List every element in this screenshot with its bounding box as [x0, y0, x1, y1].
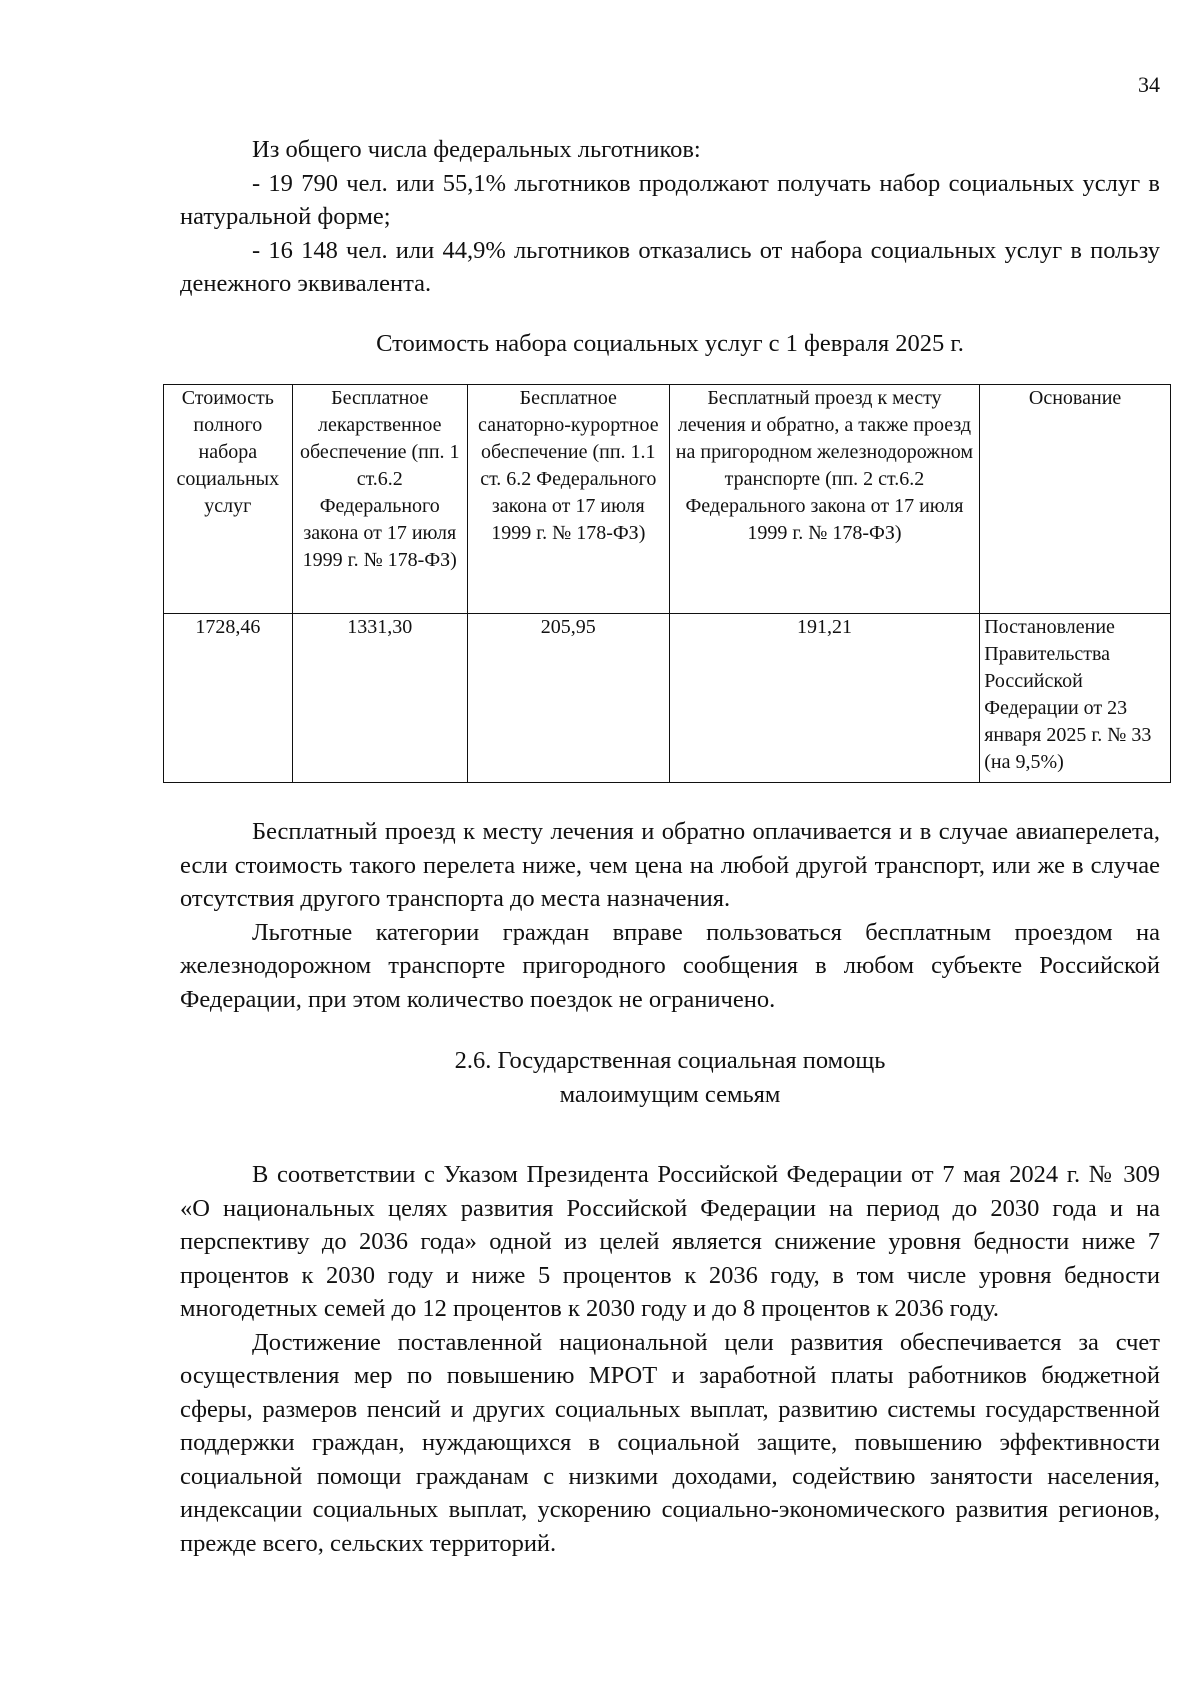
table-caption: Стоимость набора социальных услуг с 1 февраля 2025 г. — [376, 330, 964, 357]
intro-list-item: - 19 790 чел. или 55,1% льготников продолжают получать набор социальных услуг в натуральной форме; — [180, 169, 1160, 230]
section-heading — [180, 1044, 1160, 1112]
table-header-cell: Бесплатный проезд к месту лечения и обратно, а также проезд на пригородном железнодорожном транспорте (пп. 2 ст.6.2 Федерального закона от 17 июля 1999 г. № 178-ФЗ) — [669, 385, 980, 614]
social-services-cost-table — [163, 384, 1171, 783]
intro-paragraph: Из общего числа федеральных льготников: — [252, 136, 701, 163]
body-paragraph: В соответствии с Указом Президента Российской Федерации от 7 мая 2024 г. № 309 «О национальных целях развития Российской Федерации на период до 2030 года и на перспективу до 2036 года» одной из целей является снижение уровня бедности ниже 7 процентов к 2030 году и ниже 5 процентов к 2036 году, в том числе уровня бедности многодетных семей до 12 процентов к 2030 году и до 8 процентов к 2036 году. — [180, 1161, 1160, 1322]
body-paragraph: Бесплатный проезд к месту лечения и обратно оплачивается и в случае авиаперелета, если стоимость такого перелета ниже, чем цена на любой другой транспорт, или же в случае отсутствия другого транспорта до места назначения. — [180, 818, 1160, 912]
intro-block — [180, 133, 1160, 301]
intro-list-item: - 16 148 чел. или 44,9% льготников отказались от набора социальных услуг в пользу денежного эквивалента. — [180, 236, 1160, 297]
table-header-cell: Стоимость полного набора социальных услуг — [164, 385, 293, 614]
table-cell-basis: Постановление Правительства Российской Федерации от 23 января 2025 г. № 33 (на 9,5%) — [980, 614, 1171, 783]
table-header-cell: Основание — [980, 385, 1171, 614]
body-paragraph: Достижение поставленной национальной цели развития обеспечивается за счет осуществления мер по повышению МРОТ и заработной платы работников бюджетной сферы, размеров пенсий и других социальных выплат, развитию системы государственной поддержки граждан, нуждающихся в социальной защите, повышению эффективности социальной помощи гражданам с низкими доходами, содействию занятости населения, индексации социальных выплат, ускорению социально-экономического развития регионов, прежде всего, сельских территорий. — [180, 1328, 1160, 1557]
section-heading-line: 2.6. Государственная социальная помощь — [454, 1047, 886, 1074]
table-header-cell: Бесплатное лекарственное обеспечение (пп. 1 ст.6.2 Федерального закона от 17 июля 1999 г. № 178-ФЗ) — [292, 385, 467, 614]
page-number: 34 — [1138, 72, 1160, 97]
section-heading-line: малоимущим семьям — [559, 1081, 781, 1108]
table-header-cell: Бесплатное санаторно-курортное обеспечение (пп. 1.1 ст. 6.2 Федерального закона от 17 июля 1999 г. № 178-ФЗ) — [467, 385, 669, 614]
table-cell: 1728,46 — [164, 614, 293, 783]
table-row — [164, 614, 1171, 783]
table-cell: 1331,30 — [292, 614, 467, 783]
body-paragraph: Льготные категории граждан вправе пользоваться бесплатным проездом на железнодорожном транспорте пригородного сообщения в любом субъекте Российской Федерации, при этом количество поездок не ограничено. — [180, 918, 1160, 1013]
section-body — [180, 1158, 1160, 1560]
travel-block — [180, 815, 1160, 1016]
table-header-row — [164, 385, 1171, 614]
table-cell: 191,21 — [669, 614, 980, 783]
table-cell: 205,95 — [467, 614, 669, 783]
